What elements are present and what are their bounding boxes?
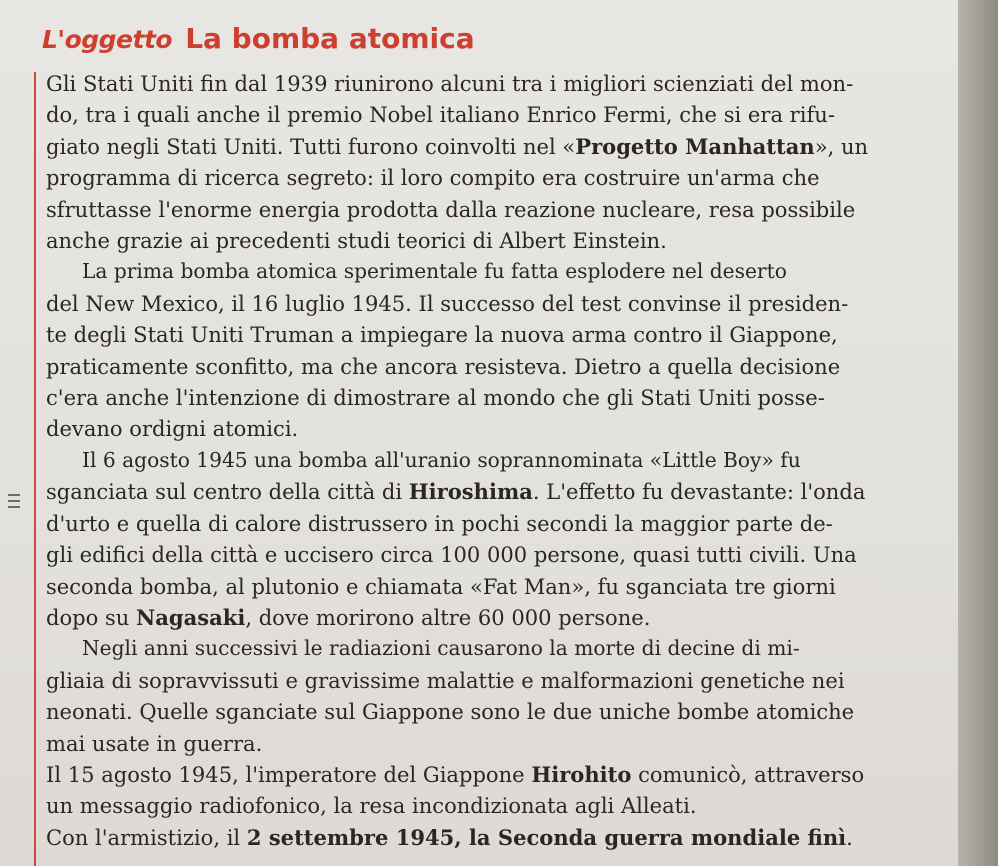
text-line: sfruttasse l'enorme energia prodotta dalla reazione nucleare, resa possibile bbox=[46, 196, 856, 222]
text-line: do, tra i quali anche il premio Nobel italiano Enrico Fermi, che si era rifu- bbox=[46, 102, 835, 128]
text-line: neonati. Quelle sganciate sul Giappone sono le due uniche bombe atomiche bbox=[46, 699, 855, 725]
bold-term: Progetto Manhattan bbox=[575, 133, 815, 159]
text-line: d'urto e quella di calore distrussero in pochi secondi la maggior parte de- bbox=[46, 510, 833, 536]
audio-marker-icon bbox=[8, 494, 20, 514]
text-line: Negli anni successivi le radiazioni causarono la morte di decine di mi- bbox=[82, 636, 800, 661]
section-title: La bomba atomica bbox=[185, 22, 475, 55]
text-line: praticamente sconfitto, ma che ancora resisteva. Dietro a quella decisione bbox=[46, 353, 841, 379]
bold-term: Hiroshima bbox=[408, 479, 533, 505]
text-line: programma di ricerca segreto: il loro compito era costruire un'arma che bbox=[46, 165, 820, 191]
article-body bbox=[46, 68, 958, 853]
text-line: del New Mexico, il 16 luglio 1945. Il successo del test convinse il presiden- bbox=[46, 290, 849, 316]
text-line: Il 6 agosto 1945 una bomba all'uranio soprannominata «Little Boy» fu bbox=[82, 447, 801, 472]
text-line: devano ordigni atomici. bbox=[46, 416, 299, 442]
text-line: gliaia di sopravvissuti e gravissime malattie e malformazioni genetiche nei bbox=[46, 667, 845, 693]
margin-rule bbox=[34, 72, 36, 866]
text-line: Il 15 agosto 1945, l'imperatore del Giappone Hirohito comunicò, attraverso bbox=[46, 761, 865, 787]
text-line: La prima bomba atomica sperimentale fu fatta esplodere nel deserto bbox=[82, 259, 787, 284]
text-line: dopo su Nagasaki, dove morirono altre 60 000 persone. bbox=[46, 604, 651, 630]
bold-term: 2 settembre 1945, la Seconda guerra mondiale finì bbox=[246, 824, 847, 850]
bold-term: Hirohito bbox=[531, 761, 632, 787]
text-line: un messaggio radiofonico, la resa incondizionata agli Alleati. bbox=[46, 793, 697, 819]
text-line: seconda bomba, al plutonio e chiamata «Fat Man», fu sganciata tre giorni bbox=[46, 573, 836, 599]
bold-term: Nagasaki bbox=[136, 604, 246, 630]
text-line: te degli Stati Uniti Truman a impiegare la nuova arma contro il Giappone, bbox=[46, 322, 838, 348]
section-header bbox=[42, 22, 475, 55]
page-edge bbox=[958, 0, 998, 866]
text-line: giato negli Stati Uniti. Tutti furono coinvolti nel «Progetto Manhattan», un bbox=[46, 133, 869, 159]
text-line: anche grazie ai precedenti studi teorici di Albert Einstein. bbox=[46, 228, 667, 254]
text-line: c'era anche l'intenzione di dimostrare al mondo che gli Stati Uniti posse- bbox=[46, 385, 825, 411]
text-line: Gli Stati Uniti fin dal 1939 riunirono alcuni tra i migliori scienziati del mon- bbox=[46, 71, 854, 96]
text-line: gli edifici della città e uccisero circa 100 000 persone, quasi tutti civili. Una bbox=[46, 542, 857, 568]
text-line: mai usate in guerra. bbox=[46, 730, 263, 756]
text-line: sganciata sul centro della città di Hiroshima. L'effetto fu devastante: l'onda bbox=[46, 479, 866, 505]
text-line: Con l'armistizio, il 2 settembre 1945, la Seconda guerra mondiale finì. bbox=[46, 824, 853, 850]
section-kicker: L'oggetto bbox=[42, 25, 173, 54]
